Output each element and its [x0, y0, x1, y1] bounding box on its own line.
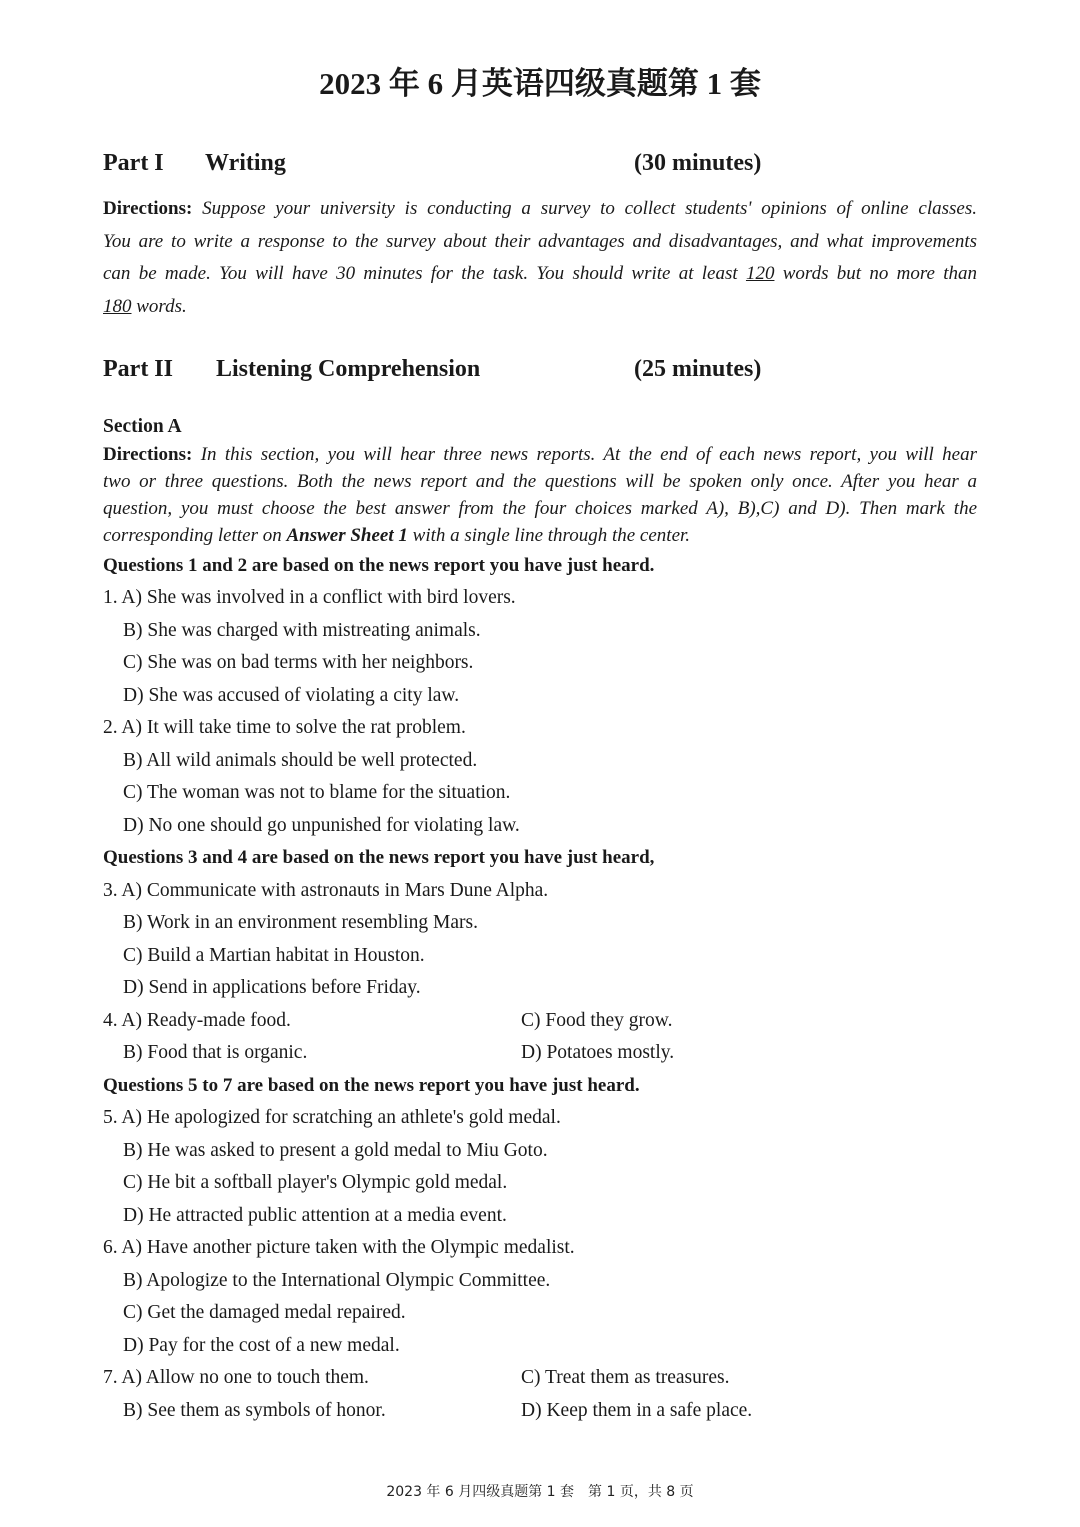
option-3d: D) Send in applications before Friday.: [123, 977, 421, 998]
min-words: 120: [745, 263, 775, 284]
option-1d: D) She was accused of violating a city law.: [123, 685, 460, 706]
option-2a: 2. A) It will take time to solve the rat problem.: [103, 717, 466, 738]
part1-name: Writing: [205, 150, 286, 176]
option-5a: 5. A) He apologized for scratching an athlete's gold medal.: [103, 1107, 561, 1128]
option-2c: C) The woman was not to blame for the situation.: [123, 782, 511, 803]
question-group-header: Questions 1 and 2 are based on the news report you have just heard.: [103, 555, 655, 576]
option-4b: B) Food that is organic.: [123, 1042, 308, 1063]
option-1a: 1. A) She was involved in a conflict with bird lovers.: [103, 587, 516, 608]
question-group-header: Questions 5 to 7 are based on the news report you have just heard.: [103, 1075, 640, 1096]
directions-label: Directions:: [103, 444, 193, 465]
option-7b: B) See them as symbols of honor.: [123, 1400, 386, 1421]
option-4a: 4. A) Ready-made food.: [103, 1010, 291, 1031]
option-5c: C) He bit a softball player's Olympic gold medal.: [123, 1172, 508, 1193]
option-1b: B) She was charged with mistreating animals.: [123, 620, 481, 641]
option-3c: C) Build a Martian habitat in Houston.: [123, 945, 425, 966]
option-5d: D) He attracted public attention at a media event.: [123, 1205, 507, 1226]
part1-label: Part I: [103, 150, 164, 176]
directions-line: Suppose your university is conducting a survey to collect students' opinions of online classes.: [202, 198, 977, 219]
part2-label: Part II: [103, 356, 173, 382]
directions-label: Directions:: [103, 198, 193, 219]
option-7a: 7. A) Allow no one to touch them.: [103, 1367, 369, 1388]
part2-time: (25 minutes): [634, 356, 762, 382]
part1-time: (30 minutes): [634, 150, 762, 176]
option-3b: B) Work in an environment resembling Mars.: [123, 912, 478, 933]
directions-line: words but no more than: [782, 263, 977, 284]
option-2b: B) All wild animals should be well protected.: [123, 750, 478, 771]
max-words: 180: [103, 295, 132, 317]
directions-line: words.: [136, 295, 187, 317]
option-2d: D) No one should go unpunished for violating law.: [123, 815, 520, 836]
option-7c: C) Treat them as treasures.: [521, 1367, 730, 1388]
answer-sheet-ref: Answer Sheet 1: [286, 525, 408, 546]
option-5b: B) He was asked to present a gold medal to Miu Goto.: [123, 1140, 548, 1161]
option-6b: B) Apologize to the International Olympic Committee.: [123, 1270, 551, 1291]
part1-directions: [103, 193, 977, 323]
directions-line: with a single line through the center.: [412, 525, 691, 546]
option-4d: D) Potatoes mostly.: [521, 1042, 675, 1063]
option-4c: C) Food they grow.: [521, 1010, 673, 1031]
directions-line: corresponding letter on: [103, 525, 282, 546]
directions-line: question, you must choose the best answer from the four choices marked A), B),C) and D). Then mark the: [103, 498, 977, 519]
part2-name: Listening Comprehension: [216, 356, 481, 382]
directions-line: can be made. You will have 30 minutes for the task. You should write at least: [103, 263, 738, 284]
directions-line: two or three questions. Both the news report and the questions will be spoken only once. After you hear a: [103, 471, 977, 492]
page-footer: 2023 年 6 月四级真题第 1 套 第 1 页，共 8 页: [386, 1484, 694, 1500]
question-group-header: Questions 3 and 4 are based on the news report you have just heard,: [103, 847, 655, 868]
part2-directions: [103, 441, 977, 549]
option-6d: D) Pay for the cost of a new medal.: [123, 1335, 400, 1356]
option-6c: C) Get the damaged medal repaired.: [123, 1302, 406, 1323]
section-a-heading: Section A: [103, 416, 182, 437]
option-7d: D) Keep them in a safe place.: [521, 1400, 753, 1421]
directions-line: You are to write a response to the survey about their advantages and disadvantages, and what improvements: [103, 230, 977, 252]
page-title: 2023 年 6 月英语四级真题第 1 套: [319, 66, 761, 101]
option-3a: 3. A) Communicate with astronauts in Mars Dune Alpha.: [103, 880, 549, 901]
option-6a: 6. A) Have another picture taken with the Olympic medalist.: [103, 1237, 575, 1258]
directions-line: In this section, you will hear three news reports. At the end of each news report, you will hear: [200, 444, 978, 465]
option-1c: C) She was on bad terms with her neighbors.: [123, 652, 474, 673]
